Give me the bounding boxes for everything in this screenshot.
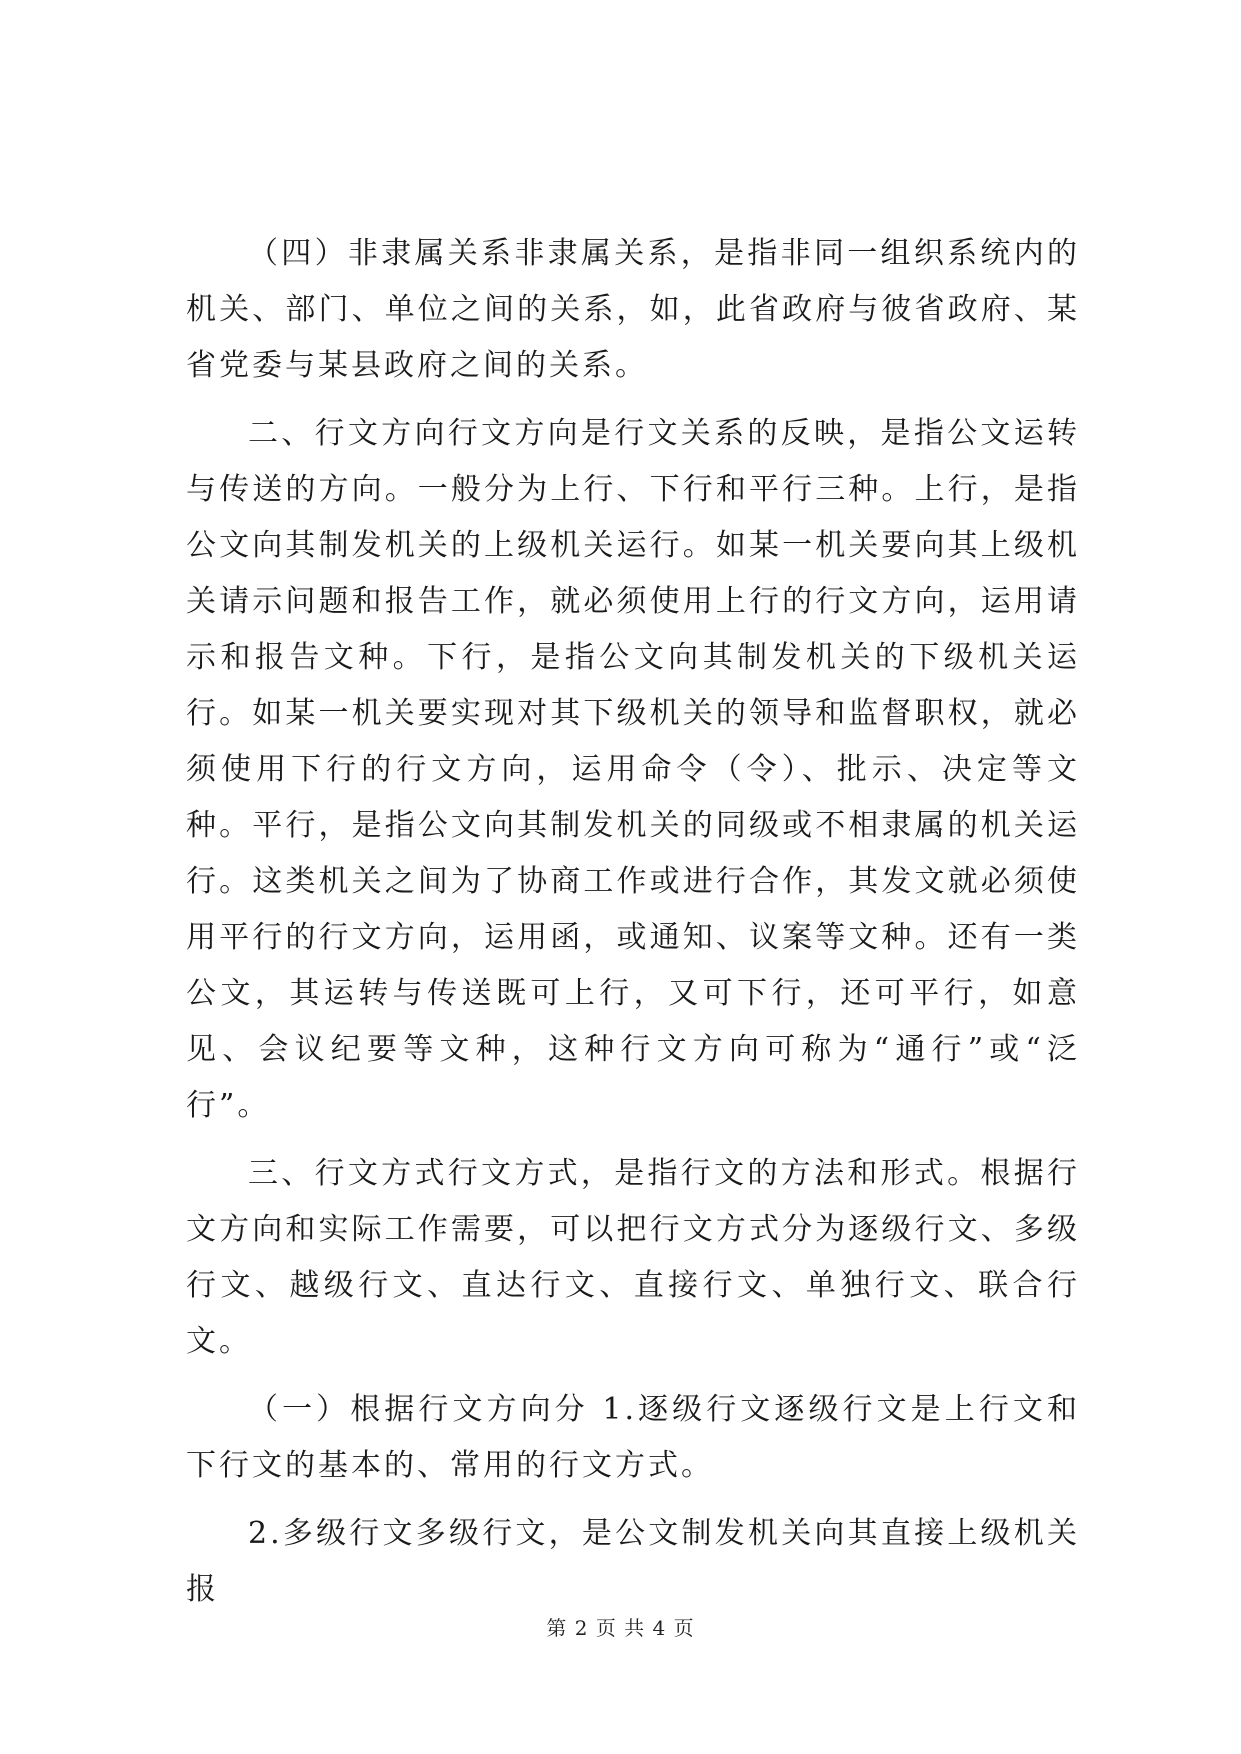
paragraph-document-method: 三、行文方式行文方式，是指行文的方法和形式。根据行文方向和实际工作需要，可以把行文方式分为逐级行文、多级行文、越级行文、直达行文、直接行文、单独行文、联合行文。 xyxy=(186,1156,1080,1359)
paragraph-level-by-level: （一）根据行文方向分 1.逐级行文逐级行文是上行文和下行文的基本的、常用的行文方式。 xyxy=(186,1392,1080,1483)
paragraph-non-subordinate-relation: （四）非隶属关系非隶属关系，是指非同一组织系统内的机关、部门、单位之间的关系，如，此省政府与彼省政府、某省党委与某县政府之间的关系。 xyxy=(186,236,1080,383)
paragraph-multi-level: 2.多级行文多级行文，是公文制发机关向其直接上级机关报 xyxy=(186,1516,1080,1607)
document-body xyxy=(186,226,1080,1618)
page-number-footer: 第 2 页 共 4 页 xyxy=(546,1616,695,1640)
paragraph-document-direction: 二、行文方向行文方向是行文关系的反映，是指公文运转与传送的方向。一般分为上行、下行和平行三种。上行，是指公文向其制发机关的上级机关运行。如某一机关要向其上级机关请示问题和报告工作，就必须使用上行的行文方向，运用请示和报告文种。下行，是指公文向其制发机关的下级机关运行。如某一机关要实现对其下级机关的领导和监督职权，就必须使用下行的行文方向，运用命令（令）、批示、决定等文种。平行，是指公文向其制发机关的同级或不相隶属的机关运行。这类机关之间为了协商工作或进行合作，其发文就必须使用平行的行文方向，运用函，或通知、议案等文种。还有一类公文，其运转与传送既可上行，又可下行，还可平行，如意见、会议纪要等文种，这种行文方向可称为“通行”或“泛行”。 xyxy=(186,416,1080,1123)
